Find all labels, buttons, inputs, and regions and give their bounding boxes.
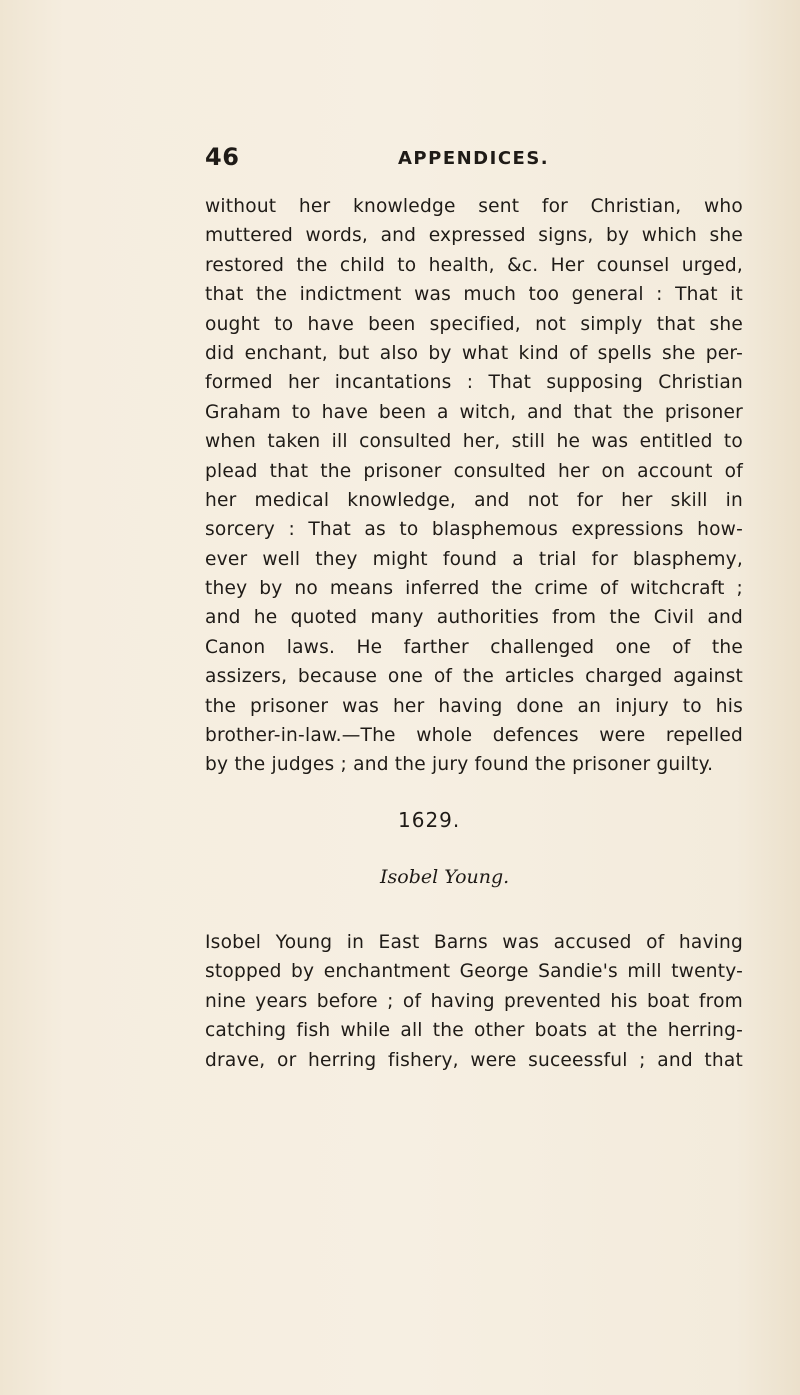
text-line: and he quoted many authorities from the Civil and bbox=[205, 607, 743, 629]
text-line: ought to have been specified, not simply that she bbox=[205, 313, 743, 335]
text-line: Canon laws. He farther challenged one of the bbox=[205, 636, 743, 658]
text-line: muttered words, and expressed signs, by which she bbox=[205, 225, 743, 247]
text-line: formed her incantations : That supposing Christian bbox=[205, 372, 743, 394]
paragraph-indictment-defences bbox=[205, 192, 743, 780]
text-line: drave, or herring fishery, were suceessful ; and that bbox=[205, 1049, 743, 1071]
section-subtitle: Isobel Young. bbox=[380, 866, 510, 888]
text-line: sorcery : That as to blasphemous expressions how- bbox=[205, 519, 743, 541]
text-line: assizers, because one of the articles charged against bbox=[205, 666, 743, 688]
text-line: when taken ill consulted her, still he was entitled to bbox=[205, 431, 743, 453]
text-line: stopped by enchantment George Sandie's mill twenty- bbox=[205, 961, 743, 983]
text-line: they by no means inferred the crime of witchcraft ; bbox=[205, 578, 743, 600]
text-line: ever well they might found a trial for blasphemy, bbox=[205, 548, 743, 570]
text-line: nine years before ; of having prevented his boat from bbox=[205, 990, 743, 1012]
text-line: restored the child to health, &c. Her counsel urged, bbox=[205, 254, 743, 276]
text-line: Graham to have been a witch, and that the prisoner bbox=[205, 401, 743, 423]
text-line: Isobel Young in East Barns was accused of having bbox=[205, 932, 743, 953]
text-line: catching fish while all the other boats at the herring- bbox=[205, 1020, 743, 1042]
text-line: her medical knowledge, and not for her skill in bbox=[205, 489, 743, 511]
paragraph-isobel-young bbox=[205, 928, 743, 1075]
text-line: that the indictment was much too general : That it bbox=[205, 284, 743, 306]
text-line: by the judges ; and the jury found the prisoner guilty. bbox=[205, 754, 714, 776]
running-head: APPENDICES. bbox=[398, 148, 550, 169]
text-line: without her knowledge sent for Christian, who bbox=[205, 196, 743, 217]
section-year: 1629. bbox=[398, 808, 461, 832]
page-header bbox=[205, 143, 605, 183]
text-line: brother-in-law.—The whole defences were repelled bbox=[205, 725, 743, 747]
page-number: 46 bbox=[205, 143, 240, 171]
text-line: did enchant, but also by what kind of spells she per- bbox=[205, 342, 743, 364]
text-line: plead that the prisoner consulted her on account of bbox=[205, 460, 743, 482]
text-line: the prisoner was her having done an injury to his bbox=[205, 695, 743, 717]
